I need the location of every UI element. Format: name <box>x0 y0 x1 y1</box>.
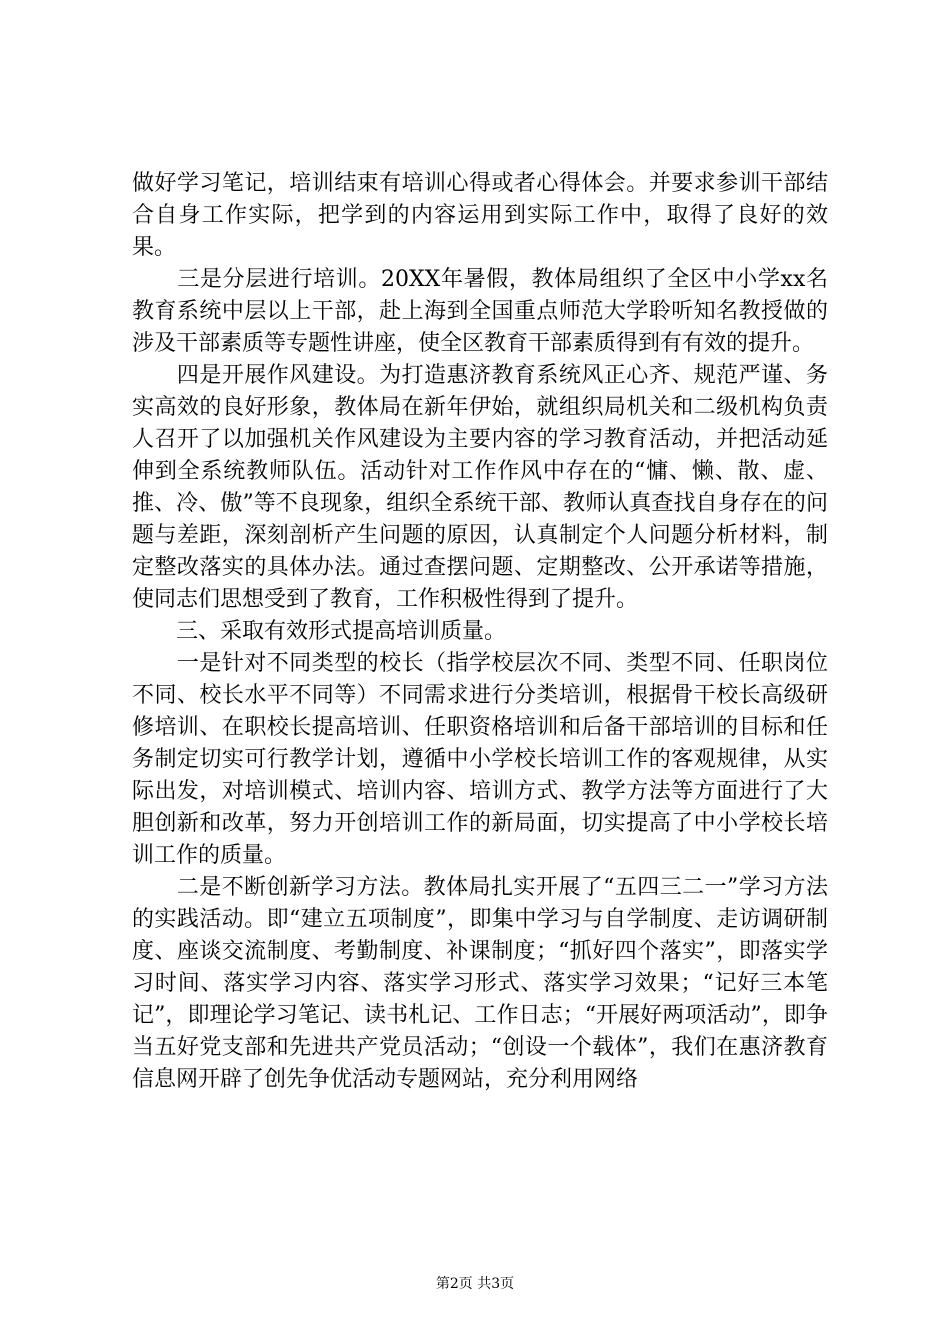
paragraph-learning-methods: 二是不断创新学习方法。教体局扎实开展了“五四三二一”学习方法的实践活动。即“建立五项制度”，即集中学习与自学制度、走访调研制度、座谈交流制度、考勤制度、补课制度；“抓好四个落实”，即落实学习时间、落实学习内容、落实学习形式、落实学习效果；“记好三本笔记”，即理论学习笔记、读书札记、工作日志；“开展好两项活动”，即争当五好党支部和先进共产党员活动；“创设一个载体”，我们在惠济教育信息网开辟了创先争优活动专题网站，充分利用网络 <box>132 875 828 1092</box>
paragraph-work-style: 四是开展作风建设。为打造惠济教育系统风正心齐、规范严谨、务实高效的良好形象，教体局在新年伊始，就组织局机关和二级机构负责人召开了以加强机关作风建设为主要内容的学习教育活动，并把活动延伸到全系统教师队伍。活动针对工作作风中存在的“慵、懒、散、虚、推、冷、傲”等不良现象，组织全系统干部、教师认真查找自身存在的问题与差距，深刻剖析产生问题的原因，认真制定个人问题分析材料，制定整改落实的具体办法。通过查摆问题、定期整改、公开承诺等措施，使同志们思想受到了教育，工作积极性得到了提升。 <box>132 363 828 612</box>
paragraph-layered-training: 三是分层进行培训。20XX年暑假，教体局组织了全区中小学xx名教育系统中层以上干部，赴上海到全国重点师范大学聆听知名教授做的涉及干部素质等专题性讲座，使全区教育干部素质得到有有效的提升。 <box>132 267 828 356</box>
section-heading-training-quality: 三、采取有效形式提高培训质量。 <box>132 619 507 644</box>
document-body <box>132 168 828 1096</box>
page-number-footer: 第2页 共3页 <box>435 1276 515 1292</box>
paragraph-continuation: 做好学习笔记，培训结束有培训心得或者心得体会。并要求参训干部结合自身工作实际，把学到的内容运用到实际工作中，取得了良好的效果。 <box>132 171 828 260</box>
paragraph-classified-training: 一是针对不同类型的校长（指学校层次不同、类型不同、任职岗位不同、校长水平不同等）不同需求进行分类培训，根据骨干校长高级研修培训、在职校长提高培训、任职资格培训和后备干部培训的目标和任务制定切实可行教学计划，遵循中小学校长培训工作的客观规律，从实际出发，对培训模式、培训内容、培训方式、教学方法等方面进行了大胆创新和改革，努力开创培训工作的新局面，切实提高了中小学校长培训工作的质量。 <box>132 651 828 868</box>
